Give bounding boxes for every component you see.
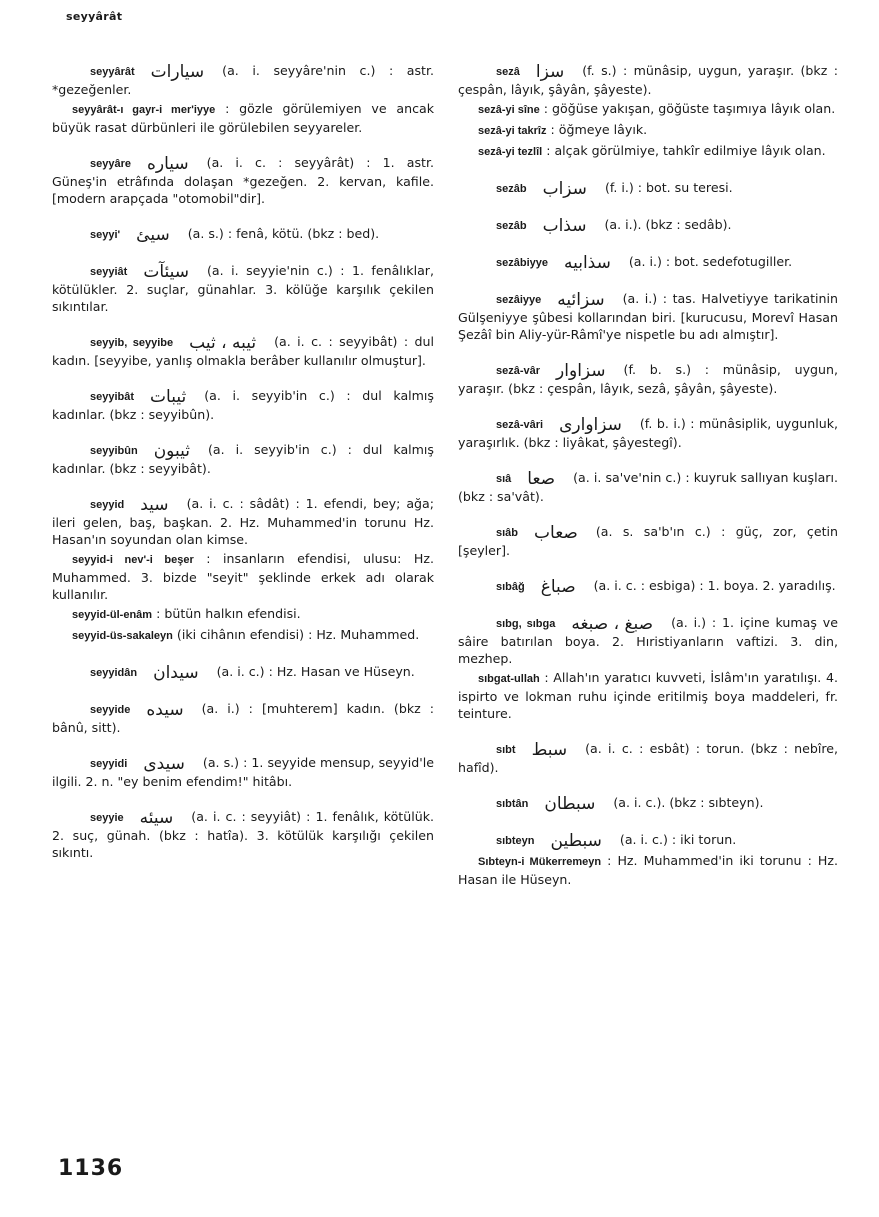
definition: (a. i. c. : seyyârât) : 1. astr. Güneş'in etrâfında dolaşan *gezeğen. 2. kervan, kafile. [modern arapçada "otomobil"dir]. [52,155,434,206]
definition: : alçak görülmiye, tahkîr edilmiye lâyık olan. [546,143,826,158]
arabic-script: سبطين [550,831,602,851]
headword: seyyidân [90,667,138,679]
dictionary-entry [458,740,838,776]
definition: (a. i. c. : seyyibât) : dul kadın. [seyyibe, yanlış olmakla berâber kullanılır olmuştur]. [52,334,434,368]
sub-entry [52,550,434,603]
left-column [52,62,434,861]
arabic-script: سبطان [544,794,596,814]
arabic-script: صعا [527,469,556,489]
arabic-script: سيده [146,700,184,720]
arabic-script: صعاب [534,523,578,543]
headword: seyyid-i nev'-i beşer [72,554,194,566]
sub-entry [52,100,434,136]
arabic-script: سيدان [153,663,199,683]
arabic-script: سزاوارى [559,415,622,435]
dictionary-entry [458,290,838,343]
dictionary-entry [458,831,838,850]
definition: (a. s.) : fenâ, kötü. (bkz : bed). [187,226,380,241]
definition: (a. i.) : 1. içine kumaş ve sâire batırılan boya. 2. Hıristiyanların vaftizi. 3. din, mezhep. [458,615,838,666]
dictionary-entry [458,577,838,596]
definition: (a. i.) : tas. Halvetiyye tarikatinin Gülşeniyye şûbesi kollarından biri. [kurucusu, Morevî Hasan Şezâî bin Aliy-yür-Râmî'ye nispetle bu adı almıştır]. [458,291,838,342]
arabic-script: سزا [535,62,565,82]
definition: (iki cihânın efendisi) : Hz. Muhammed. [176,627,420,642]
arabic-script: سزائيه [557,290,605,310]
arabic-script: صباغ [540,577,576,597]
definition: (f. i.) : bot. su teresi. [604,180,733,195]
sub-entry [52,626,434,645]
headword: sıbâğ [496,581,525,593]
definition: (a. i. c.) : iki torun. [619,832,737,847]
definition: (a. i. c. : esbât) : torun. (bkz : nebîre, hafîd). [458,741,838,775]
headword: sezâ-vâri [496,419,544,431]
headword: sezâb [496,220,527,232]
headword: seyyie [90,812,124,824]
headword: seyyide [90,704,131,716]
headword: seyyârât [90,66,135,78]
headword: sezâ-yi sîne [478,104,540,116]
sub-entry [458,142,838,161]
dictionary-entry [52,808,434,861]
headword: seyyârât-ı gayr-i mer'iyye [72,104,216,116]
definition: (a. s. sa'b'ın c.) : güç, zor, çetin [şeyler]. [458,524,838,558]
arabic-script: سيئ [136,225,170,245]
arabic-script: ثيبه ، ثيب [189,333,257,353]
definition: : öğmeye lâyık. [550,122,648,137]
dictionary-entry [52,663,434,682]
dictionary-entry [52,262,434,315]
dictionary-entry [458,614,838,667]
definition: (a. i. c. : seyyiât) : 1. fenâlık, kötülük. 2. suç, günah. (bkz : hatîa). 3. kötülük karşılığı çekilen sıkıntı. [52,809,434,860]
dictionary-entry [458,216,838,235]
arabic-script: سذاب [542,216,587,236]
dictionary-entry [52,333,434,369]
headword: sezâb [496,183,527,195]
headword: seyyidi [90,758,128,770]
definition: (a. i. sa've'nin c.) : kuyruk sallıyan kuşları. (bkz : sa'vât). [458,470,838,504]
dictionary-entry [52,754,434,790]
page-number: 1136 [58,1156,124,1181]
sub-entry [458,852,838,888]
dictionary-entry [458,62,838,98]
headword: sıbteyn [496,835,535,847]
headword: seyyid-ül-enâm [72,609,153,621]
arabic-script: سزاوار [556,361,606,381]
dictionary-entry [458,415,838,451]
headword: sıbgat-ullah [478,673,540,685]
dictionary-entry [458,361,838,397]
dictionary-entry [52,700,434,736]
headword: sıâb [496,527,519,539]
arabic-script: سيئآت [143,262,189,282]
definition: (a. i. seyyib'in c.) : dul kalmış kadınlar. (bkz : seyyibât). [52,442,434,476]
arabic-script: سزاب [542,179,587,199]
definition: : gözle görülemiyen ve ancak büyük rasat dürbünleri ile görülebilen seyyareler. [52,101,435,135]
arabic-script: ثيبات [150,387,187,407]
headword: seyyiât [90,266,128,278]
definition: : bütün halkın efendisi. [156,606,301,621]
definition: (a. s.) : 1. seyyide mensup, seyyid'le ilgili. 2. n. "ey benim efendim!" hitâbı. [52,755,434,789]
headword: sıbg, sıbga [496,618,556,630]
dictionary-entry [458,794,838,813]
arabic-script: سذابيه [563,253,611,273]
definition: : Hz. Muhammed'in iki torunu : Hz. Hasan ile Hüseyn. [458,853,838,887]
sub-entry [458,669,838,722]
sub-entry [52,605,434,624]
arabic-script: سياره [147,154,189,174]
definition: (a. i. c.) : Hz. Hasan ve Hüseyn. [216,664,415,679]
dictionary-entry [52,225,434,244]
headword: seyyib, seyyibe [90,337,174,349]
definition: (a. i. seyyib'in c.) : dul kalmış kadınlar. (bkz : seyyibûn). [52,388,434,422]
dictionary-entry [458,253,838,272]
arabic-script: سيد [140,495,169,515]
dictionary-entry [458,179,838,198]
dictionary-entry [52,441,434,477]
sub-entry [458,121,838,140]
headword: sezâ-yi takrîz [478,125,547,137]
headword: sıbt [496,744,516,756]
definition: : göğüse yakışan, göğüste taşımıya lâyık olan. [543,101,836,116]
dictionary-entry [52,154,434,207]
headword: seyyid-üs-sakaleyn [72,630,173,642]
headword: sezâ-yi tezlîl [478,146,543,158]
definition: (f. b. s.) : münâsip, uygun, yaraşır. (bkz : çespân, lâyık, sezâ, şâyân, şâyeste). [458,362,838,396]
definition: (f. s.) : münâsip, uygun, yaraşır. (bkz : çespân, lâyık, şâyân, şâyeste). [458,63,838,97]
definition: (f. b. i.) : münâsiplik, uygunluk, yaraşırlık. (bkz : liyâkat, şâyestegî). [458,416,838,450]
headword: seyyibât [90,391,135,403]
definition: (a. i. seyyâre'nin c.) : astr. *gezeğenler. [52,63,434,97]
arabic-script: سيارات [150,62,205,82]
right-column [458,62,838,888]
headword: Sıbteyn-i Mükerremeyn [478,856,602,868]
headword: seyyi' [90,229,121,241]
sub-entry [458,100,838,119]
arabic-script: ثيبون [153,441,190,461]
dictionary-entry [458,523,838,559]
headword: seyyid [90,499,125,511]
headword: sezâbiyye [496,257,548,269]
headword: sezâ [496,66,520,78]
headword: sıâ [496,473,512,485]
running-head: seyyârât [66,10,123,23]
arabic-script: سبط [531,740,568,760]
definition: (a. i.) : [muhterem] kadın. (bkz : bânû, sitt). [52,701,434,735]
definition: : Allah'ın yaratıcı kuvveti, İslâm'ın yaratılışı. 4. ispirto ve lokman ruhu içinde eritilmiş boya maddeleri, fr. teinture. [458,670,838,721]
headword: seyyibûn [90,445,138,457]
headword: sezâ-vâr [496,365,541,377]
arabic-script: سيئه [139,808,174,828]
definition: (a. i. c. : esbiga) : 1. boya. 2. yaradılış. [593,578,836,593]
dictionary-entry [52,62,434,98]
definition: (a. i. seyyie'nin c.) : 1. fenâlıklar, kötülükler. 2. suçlar, günahlar. 3. kölüğe karşılık çekilen sıkıntılar. [52,263,434,314]
dictionary-entry [52,495,434,548]
definition: : insanların efendisi, ulusu: Hz. Muhammed. 3. bizde "seyit" şeklinde erkek adı olarak kullanılır. [52,551,434,602]
dictionary-entry [458,469,838,505]
definition: (a. i. c. : sâdât) : 1. efendi, bey; ağa; ileri gelen, baş, başkan. 2. Hz. Muhammed'in torunu Hz. Hasan'ın soyundan olan kimse. [52,496,434,547]
definition: (a. i. c.). (bkz : sıbteyn). [613,795,764,810]
headword: sezâiyye [496,294,542,306]
headword: seyyâre [90,158,131,170]
arabic-script: صبغ ، صبغه [571,614,654,634]
headword: sıbtân [496,798,529,810]
definition: (a. i.) : bot. sedefotugiller. [628,254,793,269]
definition: (a. i.). (bkz : sedâb). [604,217,732,232]
dictionary-entry [52,387,434,423]
arabic-script: سيدى [143,754,185,774]
